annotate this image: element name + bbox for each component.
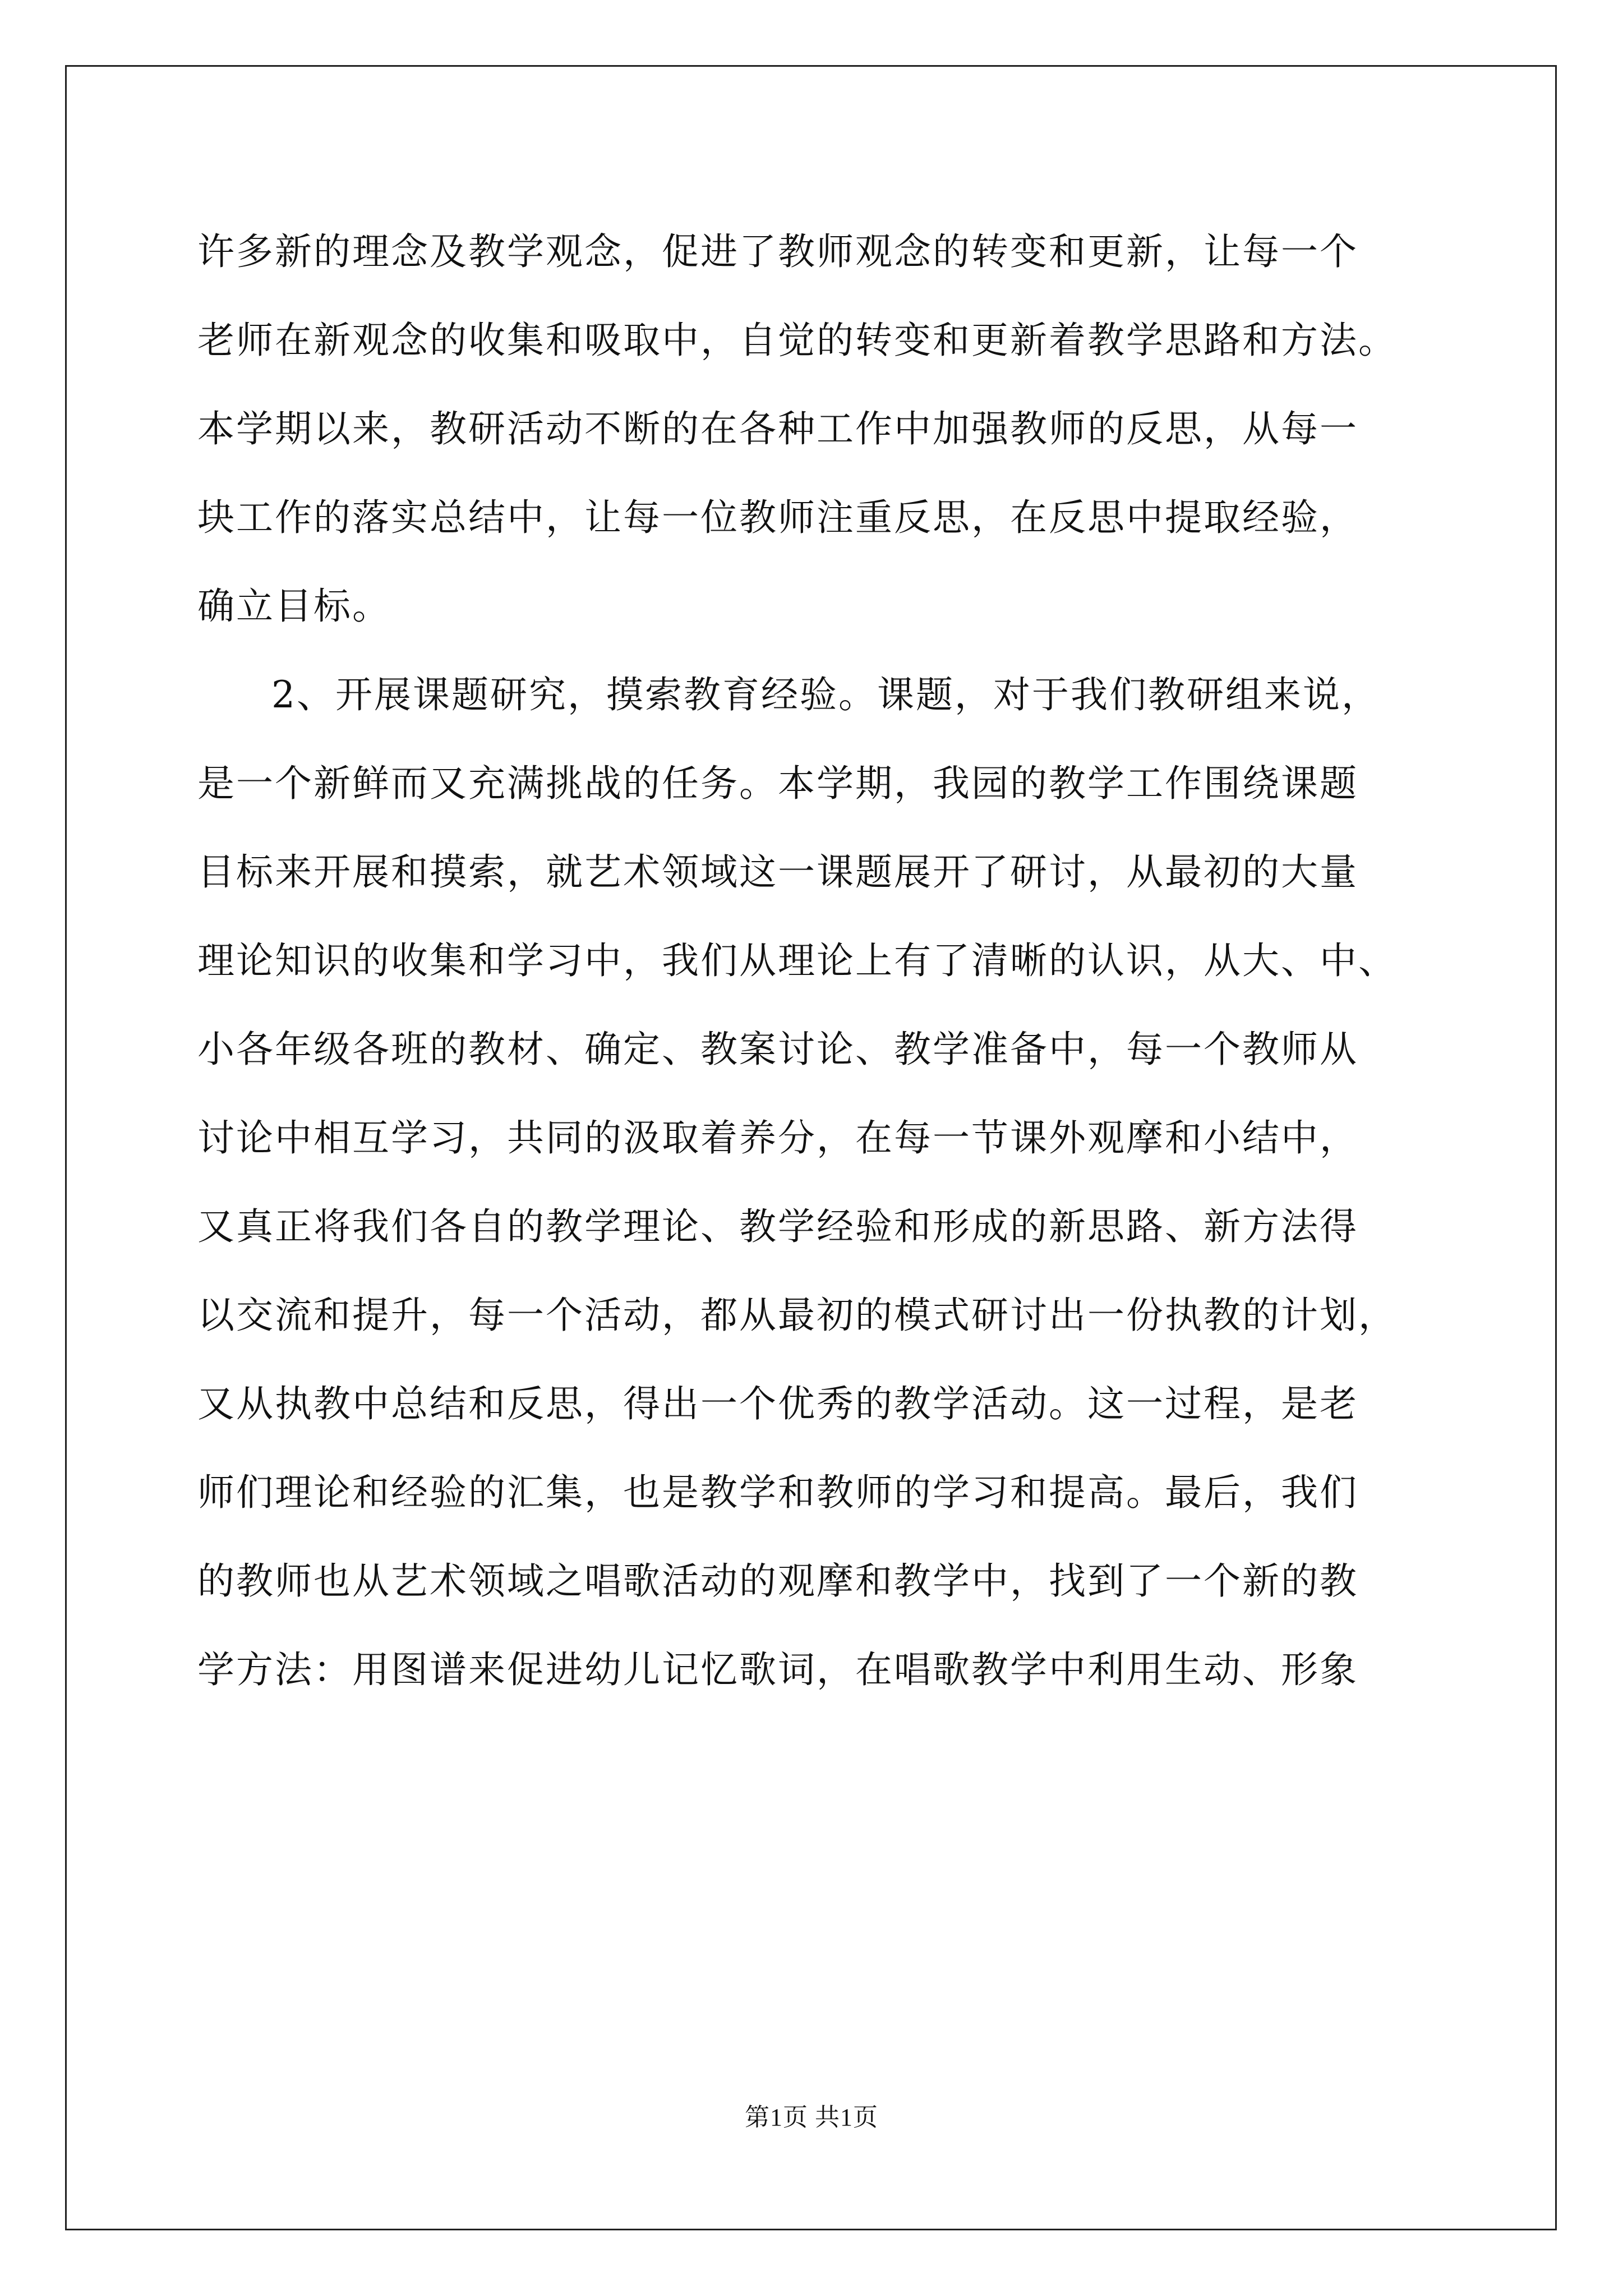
- text-line: 目标来开展和摸索，就艺术领域这一课题展开了研讨，从最初的大量: [197, 850, 1358, 894]
- text-line: 块工作的落实总结中，让每一位教师注重反思，在反思中提取经验，: [197, 496, 1358, 539]
- paragraph-1: [197, 208, 1437, 651]
- page-number: 第1页 共1页: [745, 2104, 878, 2131]
- text-line: 小各年级各班的教材、确定、教案讨论、教学准备中，每一个教师从: [197, 1028, 1358, 1071]
- text-line: 理论知识的收集和学习中，我们从理论上有了清晰的认识，从大、中、: [197, 939, 1397, 982]
- text-line: 以交流和提升，每一个活动，都从最初的模式研讨出一份执教的计划，: [197, 1294, 1397, 1337]
- text-line: 讨论中相互学习，共同的汲取着养分，在每一节课外观摩和小结中，: [197, 1116, 1358, 1159]
- text-line: 学方法：用图谱来促进幼儿记忆歌词，在唱歌教学中利用生动、形象: [197, 1648, 1358, 1691]
- text-line: 2、开展课题研究，摸索教育经验。课题，对于我们教研组来说，: [271, 673, 1380, 716]
- document-body: [197, 208, 1437, 1714]
- text-line: 的教师也从艺术领域之唱歌活动的观摩和教学中，找到了一个新的教: [197, 1559, 1358, 1603]
- text-line: 老师在新观念的收集和吸取中，自觉的转变和更新着教学思路和方法。: [197, 319, 1397, 362]
- text-line: 又从执教中总结和反思，得出一个优秀的教学活动。这一过程，是老: [197, 1382, 1358, 1425]
- text-line: 本学期以来，教研活动不断的在各种工作中加强教师的反思，从每一: [197, 407, 1358, 450]
- paragraph-2: [197, 651, 1437, 1714]
- text-line: 许多新的理念及教学观念，促进了教师观念的转变和更新，让每一个: [197, 230, 1358, 273]
- text-line: 又真正将我们各自的教学理论、教学经验和形成的新思路、新方法得: [197, 1205, 1358, 1248]
- text-line: 是一个新鲜而又充满挑战的任务。本学期，我园的教学工作围绕课题: [197, 762, 1358, 805]
- text-line: 师们理论和经验的汇集，也是教学和教师的学习和提高。最后，我们: [197, 1471, 1358, 1514]
- text-line: 确立目标。: [197, 585, 391, 628]
